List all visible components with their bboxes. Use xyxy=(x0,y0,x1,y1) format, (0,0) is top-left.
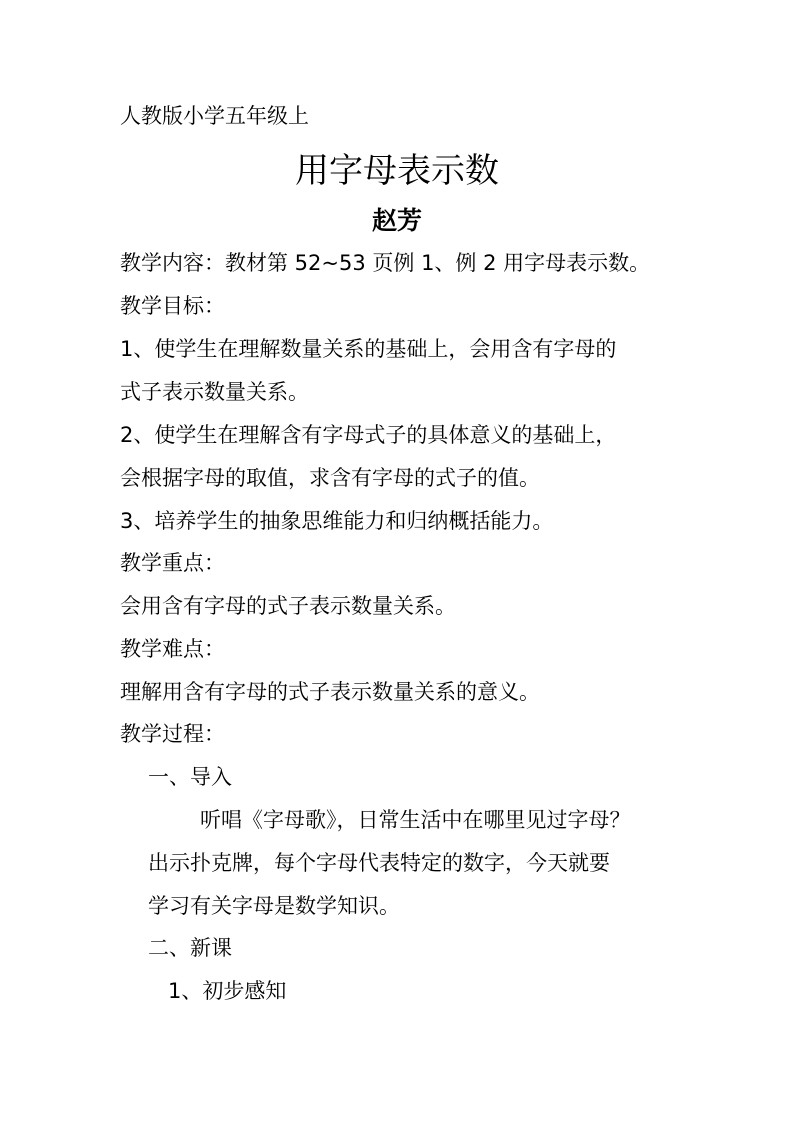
goal-3: 3、培养学生的抽象思维能力和归纳概括能力。 xyxy=(120,509,554,533)
process-heading: 教学过程： xyxy=(120,722,225,746)
goal-1-line-2: 式子表示数量关系。 xyxy=(120,380,309,404)
section-new-lesson-heading: 二、新课 xyxy=(148,936,232,960)
teaching-content: 教学内容：教材第 52~53 页例 1、例 2 用字母表示数。 xyxy=(120,251,651,275)
goal-2-line-1: 2、使学生在理解含有字母式子的具体意义的基础上， xyxy=(120,423,617,447)
goals-heading: 教学目标： xyxy=(120,294,225,318)
goal-1-line-1: 1、使学生在理解数量关系的基础上，会用含有字母的 xyxy=(120,337,617,361)
document-title: 用字母表示数 xyxy=(295,151,499,191)
subsection-initial-perception: 1、初步感知 xyxy=(168,979,287,1003)
key-points-heading: 教学重点： xyxy=(120,551,225,575)
key-points-text: 会用含有字母的式子表示数量关系。 xyxy=(120,594,456,618)
goal-2-line-2: 会根据字母的取值，求含有字母的式子的值。 xyxy=(120,466,540,490)
intro-paragraph-line-2: 出示扑克牌，每个字母代表特定的数字，今天就要 xyxy=(148,851,610,875)
section-intro-heading: 一、导入 xyxy=(148,765,232,789)
difficulties-text: 理解用含有字母的式子表示数量关系的意义。 xyxy=(120,680,540,704)
intro-paragraph-line-3: 学习有关字母是数学知识。 xyxy=(148,894,400,918)
author-name: 赵芳 xyxy=(371,206,422,235)
grade-line: 人教版小学五年级上 xyxy=(120,104,309,128)
difficulties-heading: 教学难点： xyxy=(120,637,225,661)
intro-paragraph-line-1: 听唱《字母歌》，日常生活中在哪里见过字母？ xyxy=(200,808,631,832)
